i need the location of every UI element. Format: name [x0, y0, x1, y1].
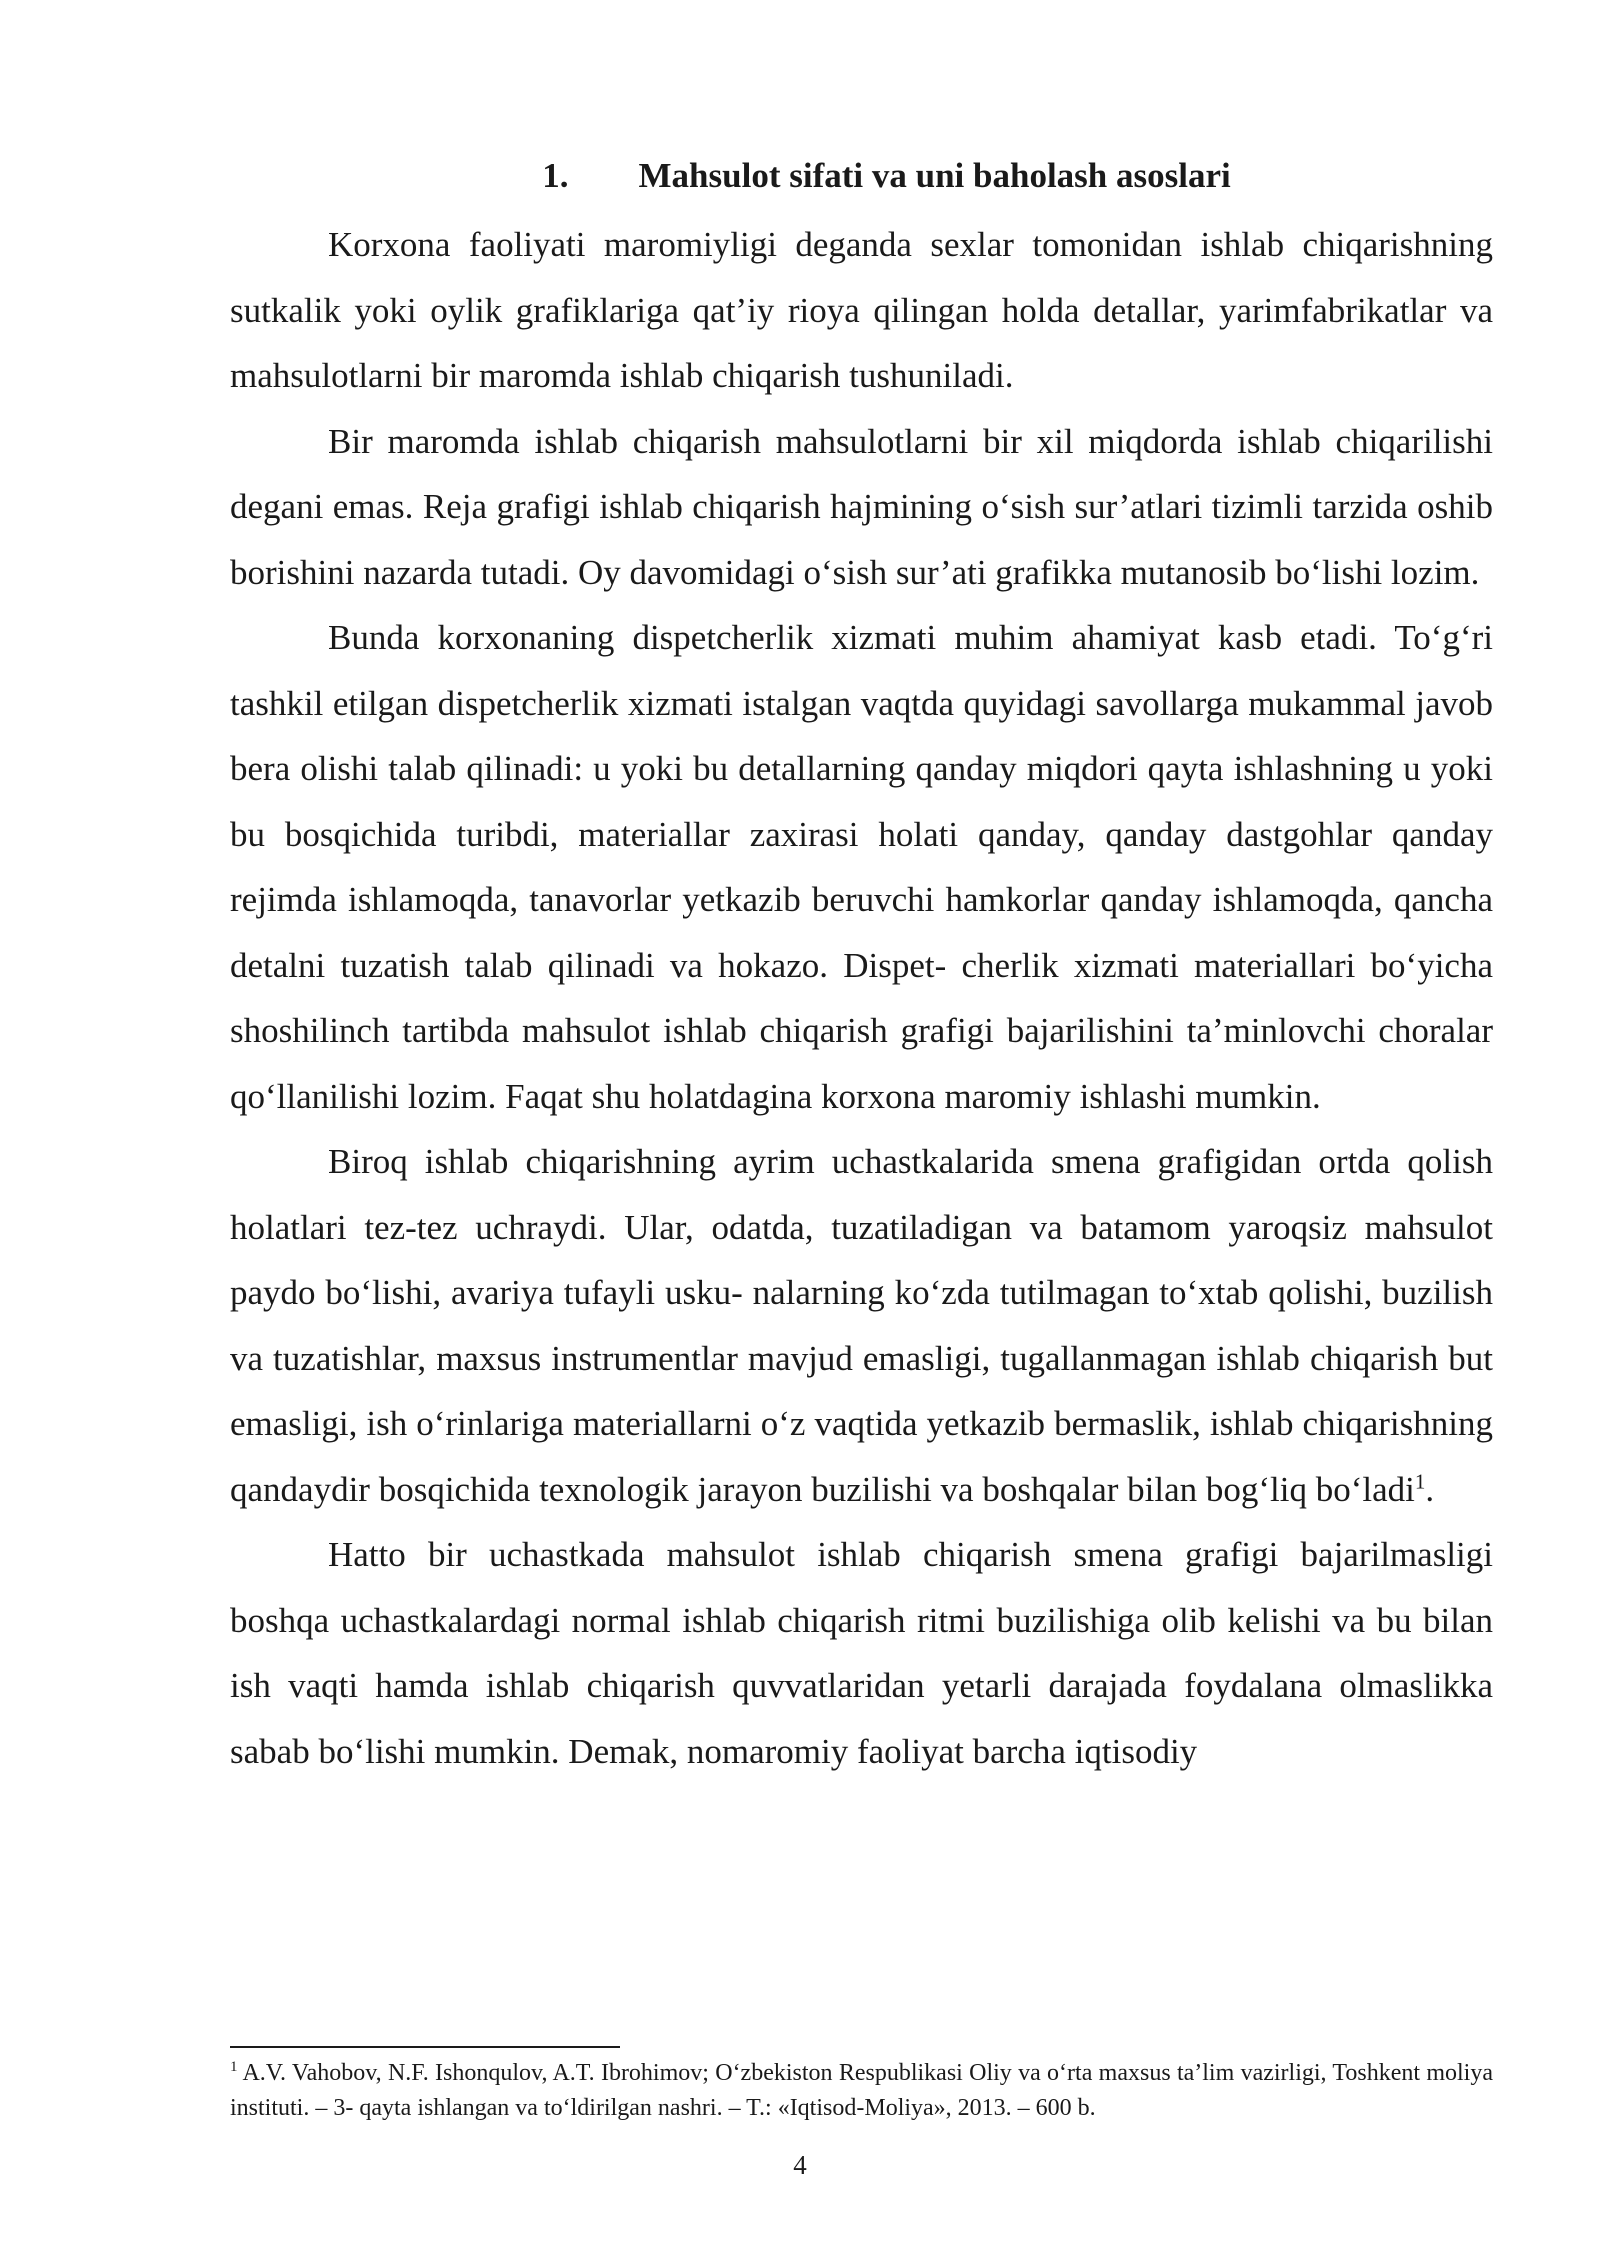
- footnote-marker: 1: [230, 2059, 238, 2075]
- paragraph-text: Biroq ishlab chiqarishning ayrim uchastkalarida smena grafigidan ortda qolish holatlari tez-tez uchraydi. Ular, odatda, tuzatiladigan va batamom yaroqsiz mahsulot paydo bo‘lishi, avariya tufayli usku- nalarning ko‘zda tutilmagan to‘xtab qolishi, buzilish va tuzatishlar, maxsus instrumentlar mavjud emasligi, tugallanmagan ishlab chiqarish but emasligi, ish o‘rinlariga materiallarni o‘z vaqtida yetkazib bermaslik, ishlab chiqarishning qandaydir bosqichida texnologik jarayon buzilishi va boshqalar bilan bog‘liq bo‘ladi: [230, 1142, 1493, 1509]
- footnote-reference[interactable]: 1: [1414, 1468, 1426, 1493]
- paragraph: [230, 605, 1493, 1129]
- footnote-separator: [230, 2046, 620, 2048]
- footnote: [230, 2056, 1493, 2126]
- page-body: [230, 150, 1493, 1784]
- section-number: 1.: [542, 156, 569, 195]
- paragraph-text: Korxona faoliyati maromiyligi deganda sexlar tomonidan ishlab chiqarishning sutkalik yoki oylik grafiklariga qat’iy rioya qilingan holda detallar, yarimfabrikatlar va mahsulotlarni bir maromda ishlab chiqarish tushuniladi.: [230, 225, 1493, 395]
- page-number: 4: [793, 2150, 807, 2180]
- paragraph-text: Hatto bir uchastkada mahsulot ishlab chiqarish smena grafigi bajarilmasligi boshqa uchastkalardagi normal ishlab chiqarish ritmi buzilishiga olib kelishi va bu bilan ish vaqti hamda ishlab chiqarish quvvatlaridan yetarli darajada foydalana olmaslikka sabab bo‘lishi mumkin. Demak, nomaromiy faoliyat barcha iqtisodiy: [230, 1535, 1493, 1771]
- section-title: Mahsulot sifati va uni baholash asoslari: [638, 156, 1231, 195]
- paragraph: [230, 212, 1493, 409]
- paragraph: [230, 409, 1493, 606]
- paragraph: [230, 1129, 1493, 1522]
- paragraph-tail: .: [1425, 1469, 1435, 1509]
- section-heading: [230, 150, 1493, 202]
- paragraph: [230, 1522, 1493, 1784]
- paragraph-text: Bunda korxonaning dispetcherlik xizmati muhim ahamiyat kasb etadi. To‘g‘ri tashkil etilgan dispetcherlik xizmati istalgan vaqtda quyidagi savollarga mukammal javob bera olishi talab qilinadi: u yoki bu detallarning qanday miqdori qayta ishlashning u yoki bu bosqichida turibdi, materiallar zaxirasi holati qanday, qanday dastgohlar qanday rejimda ishlamoqda, tanavorlar yetkazib beruvchi hamkorlar qanday ishlamoqda, qancha detalni tuzatish talab qilinadi va hokazo. Dispet- cherlik xizmati materiallari bo‘yicha shoshilinch tartibda mahsulot ishlab chiqarish grafigi bajarilishini ta’minlovchi choralar qo‘llanilishi lozim. Faqat shu holatdagina korxona maromiy ishlashi mumkin.: [230, 618, 1493, 1116]
- footnote-text: A.V. Vahobov, N.F. Ishonqulov, A.T. Ibrohimov; O‘zbekiston Respublikasi Oliy va o‘rta maxsus ta’lim vazirligi, Toshkent moliya instituti. – 3- qayta ishlangan va to‘ldirilgan nashri. – T.: «Iqtisod-Moliya», 2013. – 600 b.: [230, 2060, 1493, 2121]
- paragraph-text: Bir maromda ishlab chiqarish mahsulotlarni bir xil miqdorda ishlab chiqarilishi degani emas. Reja grafigi ishlab chiqarish hajmining o‘sish sur’atlari tizimli tarzida oshib borishini nazarda tutadi. Oy davomidagi o‘sish sur’ati grafikka mutanosib bo‘lishi lozim.: [230, 421, 1493, 592]
